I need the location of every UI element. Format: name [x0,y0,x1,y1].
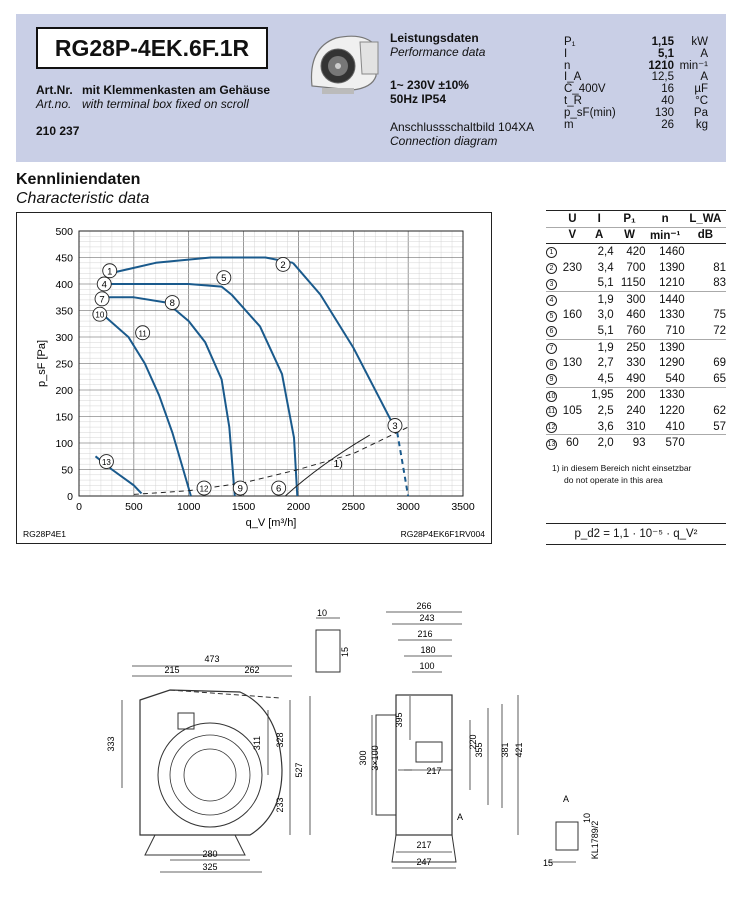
spec-row: m 26 kg [564,118,708,131]
x-tick-label: 3000 [396,501,420,513]
connection-diagram-ref: Anschlussschaltbild 104XA Connection diagram [390,120,535,148]
y-tick-label: 400 [55,279,73,291]
performance-title: Leistungsdaten Performance data [390,31,486,59]
section-title: Kennliniendaten Characteristic data [16,171,150,207]
dimension-label: 395 [394,712,404,728]
table-row: 8 130 2,7 330 1290 69 [546,355,726,371]
front-base [145,835,245,855]
y-tick-label: 500 [55,226,73,238]
y-tick-label: 150 [55,411,73,424]
table-row: 3 5,1 1150 1210 83 [546,275,726,291]
dimension-label: 217 [426,766,442,776]
fan-image [302,28,382,98]
dynamic-pressure-formula: p_d2 = 1,1 · 10⁻⁵ · q_V² [546,523,726,545]
curve-marker-label: 8 [169,298,175,310]
electrical-rating: 1~ 230V ±10% 50Hz IP54 [390,78,469,106]
dimension-label: 10 [316,608,328,618]
dimension-label: 3×100 [370,745,380,771]
y-tick-label: 0 [67,491,73,503]
side-terminal-box [416,742,442,762]
curve-marker-label: 10 [95,310,105,320]
y-tick-label: 200 [55,385,73,397]
dimension-label: 216 [417,629,433,639]
curve-marker-label: 4 [101,279,107,291]
curve-marker-label: 6 [276,483,282,495]
dimension-label: 247 [416,857,432,867]
chart-footer-right: RG28P4EK6F1RV004 [400,529,485,539]
table-row: 7 1,9 250 1390 [546,339,726,355]
x-tick-label: 1000 [177,501,201,513]
y-axis-label: p_sF [Pa] [36,339,48,388]
table-row: 5 160 3,0 460 1330 75 [546,308,726,324]
header-panel [16,14,726,162]
spec-row: t_R 40 °C [564,94,708,107]
spec-row: p_sF(min) 130 Pa [564,106,708,119]
article-description: Art.Nr. mit Klemmenkasten am Gehäuse Art.no. with terminal box fixed on scroll [36,83,271,111]
dimension-label: 300 [358,750,368,766]
spec-row: n 1210 min⁻¹ [564,59,708,72]
operating-limit-curve [285,435,369,496]
performance-table: U I P₁ n L_WA V A W min⁻¹ dB 1 2,4 420 1460 2 230 3,4 700 1390 81 3 5,1 1150 1210 83 4 1,9 300 1440 5 160 3,0 460 1330 75 6 5,1 760 710 72 7 1,9 250 1390 8 130 2,7 330 1290 69 9 4,5 490 540 65 10 1,95 200 1330 11 105 2,5 240 1220 62 12 3,6 310 410 57 13 60 2,0 93 570 [546,210,726,451]
x-tick-label: 2000 [286,501,311,513]
dimension-label: 220 [468,734,478,750]
front-hub [184,749,236,801]
table-note: 1) in diesem Bereich nicht einsetzbar do not operate in this area [552,463,692,485]
detail-a-bracket [556,822,578,850]
dimension-label: 328 [275,732,285,748]
dimension-label: 243 [419,613,435,623]
dimension-label: 311 [252,735,262,751]
bracket-detail [316,630,340,672]
curve-marker-label: 1 [107,266,113,278]
x-tick-label: 0 [76,501,82,513]
spec-row: I_A 12,5 A [564,71,708,84]
dimension-label: 100 [419,661,435,671]
table-row: 6 5,1 760 710 72 [546,323,726,339]
dimension-label: 180 [420,645,436,655]
side-housing [396,695,452,835]
dimension-label: 217 [416,840,432,850]
y-tick-label: 350 [55,305,73,318]
y-tick-label: 450 [55,252,73,265]
spec-row: P₁ 1,15 kW [564,36,708,48]
x-axis-label: q_V [m³/h] [245,517,297,529]
data-table [546,210,726,451]
curve-marker-label: 9 [237,483,243,495]
table-row: 9 4,5 490 540 65 [546,371,726,387]
dimension-label: 381 [500,742,510,758]
dimension-label: 333 [106,736,116,752]
table-row: 1 2,4 420 1460 [546,244,726,260]
dimension-label: 215 [164,665,180,675]
spec-list [564,37,714,131]
dimension-label: 266 [416,601,432,611]
curve-marker-label: 11 [138,329,147,339]
y-tick-label: 100 [55,438,73,450]
spec-row: C_400V 16 µF [564,83,708,96]
annotation-label: 1) [333,457,343,470]
curve-marker-label: 2 [280,259,286,271]
y-tick-label: 50 [61,464,73,477]
dimension-label: 325 [202,862,218,872]
table-row: 11 105 2,5 240 1220 62 [547,404,726,417]
dimension-label: KL1789/2 [590,820,600,860]
dimension-label: 355 [474,742,484,758]
curve-marker-label: 7 [99,294,105,306]
dimension-label: 15 [340,646,350,658]
curve-marker-label: 3 [392,421,398,433]
chart-footer-left: RG28P4E1 [23,529,66,539]
x-tick-label: 1500 [231,501,256,513]
x-tick-label: 500 [125,501,143,513]
dimension-label: 421 [514,742,524,758]
table-row: 2 230 3,4 700 1390 81 [546,260,726,276]
front-inlet-outer [158,723,262,827]
table-row: 12 3,6 310 410 57 [547,420,726,433]
table-row: 10 1,95 200 1330 [546,387,726,403]
curve-marker-label: 13 [101,458,111,468]
dimension-label: 233 [275,797,285,813]
spec-row: I 5,1 A [564,47,708,60]
dimension-label: 527 [294,762,304,778]
curve-marker-label: 5 [221,273,227,285]
dimension-label: A [562,794,570,804]
x-tick-label: 3500 [451,501,475,513]
table-row: 4 1,9 300 1440 [546,291,726,307]
dimension-drawings [0,600,744,900]
front-inlet-ring [170,735,250,815]
chart-frame [16,212,492,544]
dimension-label: 280 [202,849,218,859]
dimension-label: 15 [542,858,554,868]
dimension-label: 10 [582,812,592,824]
curve-marker-label: 12 [199,484,209,494]
dimension-label: 473 [204,654,220,664]
model-title: RG28P-4EK.6F.1R [36,27,268,69]
x-tick-label: 2500 [341,501,365,513]
table-row: 13 60 2,0 93 570 [546,435,726,451]
y-tick-label: 300 [55,332,73,344]
y-tick-label: 250 [55,358,73,371]
dimension-label: 262 [244,665,260,675]
article-number: 210 237 [36,124,80,138]
dimension-label: A [456,812,464,822]
characteristic-chart [17,213,491,543]
